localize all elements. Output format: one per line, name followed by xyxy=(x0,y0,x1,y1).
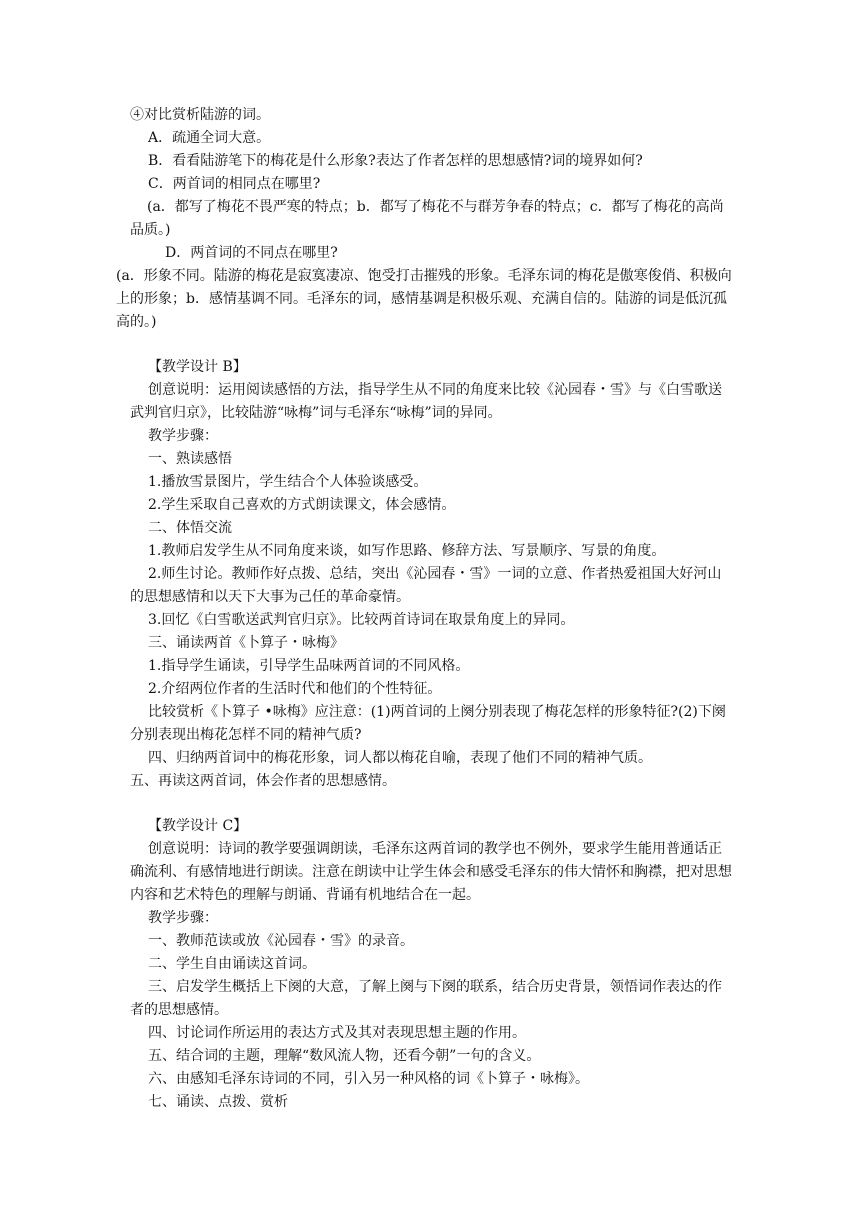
item-a: A．疏通全词大意。 xyxy=(148,130,271,146)
design-c-step-1: 一、教师范读或放《沁园春・雪》的录音。 xyxy=(148,933,414,949)
design-b-step-3-1: 1.指导学生诵读，引导学生品味两首词的不同风格。 xyxy=(148,658,470,674)
item-c-answer: (a．都写了梅花不畏严寒的特点；b．都写了梅花不与群芳争春的特点；c．都写了梅花的高尚品质。) xyxy=(130,199,724,238)
design-c-step-6: 六、由感知毛泽东诗词的不同，引入另一种风格的词《卜算子・咏梅》。 xyxy=(148,1071,589,1087)
design-b-step-2: 二、体悟交流 xyxy=(148,520,232,536)
design-c-heading: 【教学设计 C】 xyxy=(148,818,248,834)
item-d: D．两首词的不同点在哪里? xyxy=(165,245,338,261)
design-b-step-4: 四、归纳两首词中的梅花形象，词人都以梅花自喻，表现了他们不同的精神气质。 xyxy=(148,750,652,766)
design-b-step-2-2: 2.师生讨论。教师作好点拨、总结，突出《沁园春・雪》一词的立意、作者热爱祖国大好河山的思想感情和以天下大事为己任的革命豪情。 xyxy=(130,566,722,605)
document-page xyxy=(116,104,734,1114)
section-a-title: ④对比赏析陆游的词。 xyxy=(130,107,270,123)
item-d-answer: (a．形象不同。陆游的梅花是寂寞凄凉、饱受打击摧残的形象。毛泽东词的梅花是傲寒俊俏、积极向上的形象；b．感情基调不同。毛泽东的词，感情基调是积极乐观、充满自信的。陆游的词是低沉孤高的。) xyxy=(116,268,732,330)
design-b-intro: 创意说明：运用阅读感悟的方法，指导学生从不同的角度来比较《沁园春・雪》与《白雪歌送武判官归京》，比较陆游“咏梅”词与毛泽东“咏梅”词的异同。 xyxy=(130,382,722,421)
item-b: B．看看陆游笔下的梅花是什么形象?表达了作者怎样的思想感情?词的境界如何? xyxy=(148,153,643,169)
design-b-step-2-1: 1.教师启发学生从不同角度来谈，如写作思路、修辞方法、写景顺序、写景的角度。 xyxy=(148,543,666,559)
design-b-steps-label: 教学步骤： xyxy=(148,428,218,444)
design-b-step-1-2: 2.学生采取自己喜欢的方式朗读课文，体会感情。 xyxy=(148,497,456,513)
design-b-step-3-2: 2.介绍两位作者的生活时代和他们的个性特征。 xyxy=(148,681,442,697)
design-c-step-4: 四、讨论词作所运用的表达方式及其对表现思想主题的作用。 xyxy=(148,1025,526,1041)
design-b-step-2-3: 3.回忆《白雪歌送武判官归京》。比较两首诗词在取景角度上的异同。 xyxy=(148,612,575,628)
design-c-step-3: 三、启发学生概括上下阕的大意，了解上阕与下阕的联系，结合历史背景，领悟词作表达的作者的思想感情。 xyxy=(130,979,722,1018)
design-c-intro: 创意说明：诗词的教学要强调朗读，毛泽东这两首词的教学也不例外，要求学生能用普通话正确流利、有感情地进行朗读。注意在朗读中让学生体会和感受毛泽东的伟大情怀和胸襟，把对思想内容和艺术特色的理解与朗诵、背诵有机地结合在一起。 xyxy=(130,841,732,903)
item-c: C．两首词的相同点在哪里? xyxy=(148,176,321,192)
design-b-step-1-1: 1.播放雪景图片，学生结合个人体验谈感受。 xyxy=(148,474,428,490)
design-c-step-5: 五、结合词的主题，理解“数风流人物，还看今朝”一句的含义。 xyxy=(148,1048,541,1064)
design-c-step-7: 七、诵读、点拨、赏析 xyxy=(148,1094,288,1110)
design-b-step-3: 三、诵读两首《卜算子・咏梅》 xyxy=(148,635,344,651)
design-b-step-1: 一、熟读感悟 xyxy=(148,451,232,467)
design-b-step-5: 五、再读这两首词，体会作者的思想感情。 xyxy=(130,773,396,789)
design-b-heading: 【教学设计 B】 xyxy=(148,359,247,375)
design-b-step-3-note: 比较赏析《卜算子 •咏梅》应注意：(1)两首词的上阕分别表现了梅花怎样的形象特征?(2)下阕分别表现出梅花怎样不同的精神气质? xyxy=(130,704,726,743)
design-c-steps-label: 教学步骤： xyxy=(148,910,218,926)
design-c-step-2: 二、学生自由诵读这首词。 xyxy=(148,956,316,972)
